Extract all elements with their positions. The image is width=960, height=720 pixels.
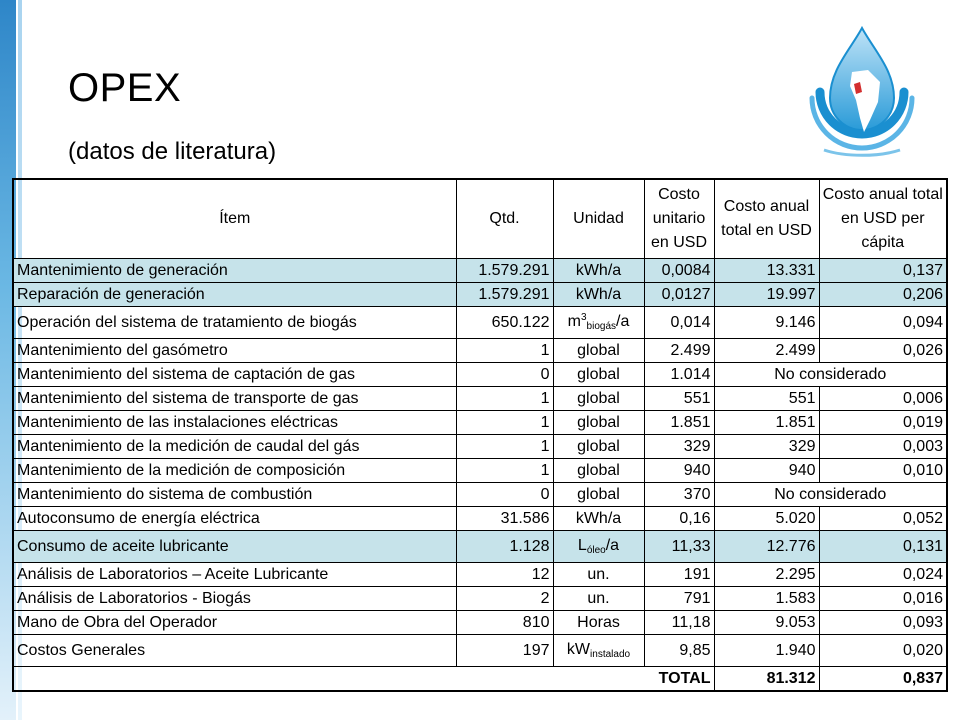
cell-item: Mantenimiento de generación [13, 259, 456, 283]
cell-costo-percapita: 0,020 [819, 635, 947, 667]
cell-qtd: 1.128 [456, 531, 553, 563]
cell-costo-unitario: 551 [644, 387, 714, 411]
cell-no-considerado: No considerado [714, 363, 947, 387]
cell-item: Mantenimiento del gasómetro [13, 339, 456, 363]
unit-tail: /a [616, 313, 630, 330]
unit-sub: óleo [586, 545, 606, 556]
cell-costo-unitario: 1.851 [644, 411, 714, 435]
cell-costo-percapita: 0,024 [819, 563, 947, 587]
cell-costo-unitario: 9,85 [644, 635, 714, 667]
table-row [13, 435, 947, 459]
table-row [13, 339, 947, 363]
cell-costo-anual: 1.851 [714, 411, 819, 435]
cell-costo-unitario: 0,0127 [644, 283, 714, 307]
water-drop-map-logo-icon [800, 22, 924, 170]
cell-costo-percapita: 0,093 [819, 611, 947, 635]
cell-qtd: 1 [456, 387, 553, 411]
cell-costo-percapita: 0,010 [819, 459, 947, 483]
cell-costo-anual: 9.146 [714, 307, 819, 339]
header-unidad: Unidad [553, 179, 644, 259]
cell-costo-unitario: 791 [644, 587, 714, 611]
cell-costo-percapita: 0,016 [819, 587, 947, 611]
cell-item: Costos Generales [13, 635, 456, 667]
cell-costo-percapita: 0,003 [819, 435, 947, 459]
table-row [13, 611, 947, 635]
slide-subtitle: (datos de literatura) [68, 138, 277, 165]
cell-costo-anual: 2.295 [714, 563, 819, 587]
cell-item: Mantenimiento do sistema de combustión [13, 483, 456, 507]
cell-costo-percapita: 0,137 [819, 259, 947, 283]
cell-unidad [553, 531, 644, 563]
cell-item: Reparación de generación [13, 283, 456, 307]
cell-unidad: global [553, 483, 644, 507]
cell-item: Mantenimiento de las instalaciones eléctricas [13, 411, 456, 435]
cell-unidad: global [553, 459, 644, 483]
cell-costo-anual: 329 [714, 435, 819, 459]
header-costo-unitario: Costo unitario en USD [644, 179, 714, 259]
cell-costo-unitario: 329 [644, 435, 714, 459]
cell-unidad: global [553, 339, 644, 363]
cell-unidad: global [553, 387, 644, 411]
cell-qtd: 1.579.291 [456, 283, 553, 307]
table-row [13, 587, 947, 611]
cell-costo-unitario: 2.499 [644, 339, 714, 363]
cell-item: Mantenimiento del sistema de captación de gas [13, 363, 456, 387]
cell-qtd: 1 [456, 435, 553, 459]
unit-base: m [567, 313, 581, 330]
cell-qtd: 31.586 [456, 507, 553, 531]
cell-item: Operación del sistema de tratamiento de biogás [13, 307, 456, 339]
cell-costo-percapita: 0,094 [819, 307, 947, 339]
cell-item: Mantenimiento de la medición de caudal del gás [13, 435, 456, 459]
cell-unidad: Horas [553, 611, 644, 635]
table-row [13, 259, 947, 283]
cell-costo-percapita: 0,026 [819, 339, 947, 363]
cell-qtd: 810 [456, 611, 553, 635]
table-row [13, 563, 947, 587]
cell-costo-percapita: 0,206 [819, 283, 947, 307]
cell-costo-anual: 2.499 [714, 339, 819, 363]
cell-costo-anual: 13.331 [714, 259, 819, 283]
cell-costo-anual: 940 [714, 459, 819, 483]
unit-sub: biogás [586, 321, 616, 332]
table-row [13, 635, 947, 667]
total-row [13, 667, 947, 692]
cell-item: Mantenimiento del sistema de transporte de gas [13, 387, 456, 411]
table-row [13, 363, 947, 387]
cell-qtd: 197 [456, 635, 553, 667]
unit-base: L [577, 537, 587, 554]
total-percapita: 0,837 [819, 667, 947, 692]
cell-qtd: 0 [456, 363, 553, 387]
cell-costo-unitario: 0,0084 [644, 259, 714, 283]
cell-no-considerado: No considerado [714, 483, 947, 507]
cell-unidad: kWh/a [553, 259, 644, 283]
cell-item: Autoconsumo de energía eléctrica [13, 507, 456, 531]
opex-table [12, 178, 948, 692]
cell-unidad: global [553, 435, 644, 459]
cell-qtd: 0 [456, 483, 553, 507]
cell-qtd: 1 [456, 411, 553, 435]
cell-qtd: 1.579.291 [456, 259, 553, 283]
cell-unidad [553, 635, 644, 667]
unit-tail: /a [605, 537, 620, 554]
cell-costo-percapita: 0,052 [819, 507, 947, 531]
cell-costo-anual: 12.776 [714, 531, 819, 563]
slide-title: OPEX [68, 66, 182, 110]
cell-costo-anual: 9.053 [714, 611, 819, 635]
header-qtd: Qtd. [456, 179, 553, 259]
cell-costo-unitario: 11,18 [644, 611, 714, 635]
table-row [13, 387, 947, 411]
cell-item: Análisis de Laboratorios - Biogás [13, 587, 456, 611]
cell-unidad: global [553, 363, 644, 387]
cell-qtd: 12 [456, 563, 553, 587]
unit-sup: 3 [580, 312, 587, 323]
cell-unidad [553, 307, 644, 339]
cell-qtd: 650.122 [456, 307, 553, 339]
total-anual: 81.312 [714, 667, 819, 692]
header-costo-percapita: Costo anual total en USD per cápita [819, 179, 947, 259]
cell-costo-unitario: 0,014 [644, 307, 714, 339]
cell-costo-percapita: 0,006 [819, 387, 947, 411]
cell-costo-percapita: 0,131 [819, 531, 947, 563]
cell-qtd: 2 [456, 587, 553, 611]
table-row [13, 459, 947, 483]
table-row [13, 531, 947, 563]
cell-unidad: un. [553, 563, 644, 587]
cell-costo-unitario: 11,33 [644, 531, 714, 563]
cell-costo-unitario: 0,16 [644, 507, 714, 531]
cell-unidad: un. [553, 587, 644, 611]
total-label: TOTAL [13, 667, 714, 692]
table-row [13, 483, 947, 507]
cell-costo-anual: 551 [714, 387, 819, 411]
cell-item: Análisis de Laboratorios – Aceite Lubricante [13, 563, 456, 587]
cell-qtd: 1 [456, 459, 553, 483]
header-item: Ítem [13, 179, 456, 259]
table-row [13, 507, 947, 531]
cell-item: Mantenimiento de la medición de composición [13, 459, 456, 483]
unit-base: kW [566, 641, 591, 658]
unit-sub: instalado [590, 649, 631, 660]
cell-costo-unitario: 191 [644, 563, 714, 587]
header-costo-anual: Costo anual total en USD [714, 179, 819, 259]
cell-item: Consumo de aceite lubricante [13, 531, 456, 563]
cell-costo-anual: 1.940 [714, 635, 819, 667]
cell-costo-unitario: 370 [644, 483, 714, 507]
cell-costo-unitario: 1.014 [644, 363, 714, 387]
cell-costo-anual: 1.583 [714, 587, 819, 611]
cell-unidad: kWh/a [553, 283, 644, 307]
cell-costo-unitario: 940 [644, 459, 714, 483]
table-row [13, 283, 947, 307]
cell-qtd: 1 [456, 339, 553, 363]
table-header-row [13, 179, 947, 259]
cell-unidad: kWh/a [553, 507, 644, 531]
table-row [13, 411, 947, 435]
cell-item: Mano de Obra del Operador [13, 611, 456, 635]
cell-costo-percapita: 0,019 [819, 411, 947, 435]
cell-costo-anual: 5.020 [714, 507, 819, 531]
table-row [13, 307, 947, 339]
cell-unidad: global [553, 411, 644, 435]
cell-costo-anual: 19.997 [714, 283, 819, 307]
